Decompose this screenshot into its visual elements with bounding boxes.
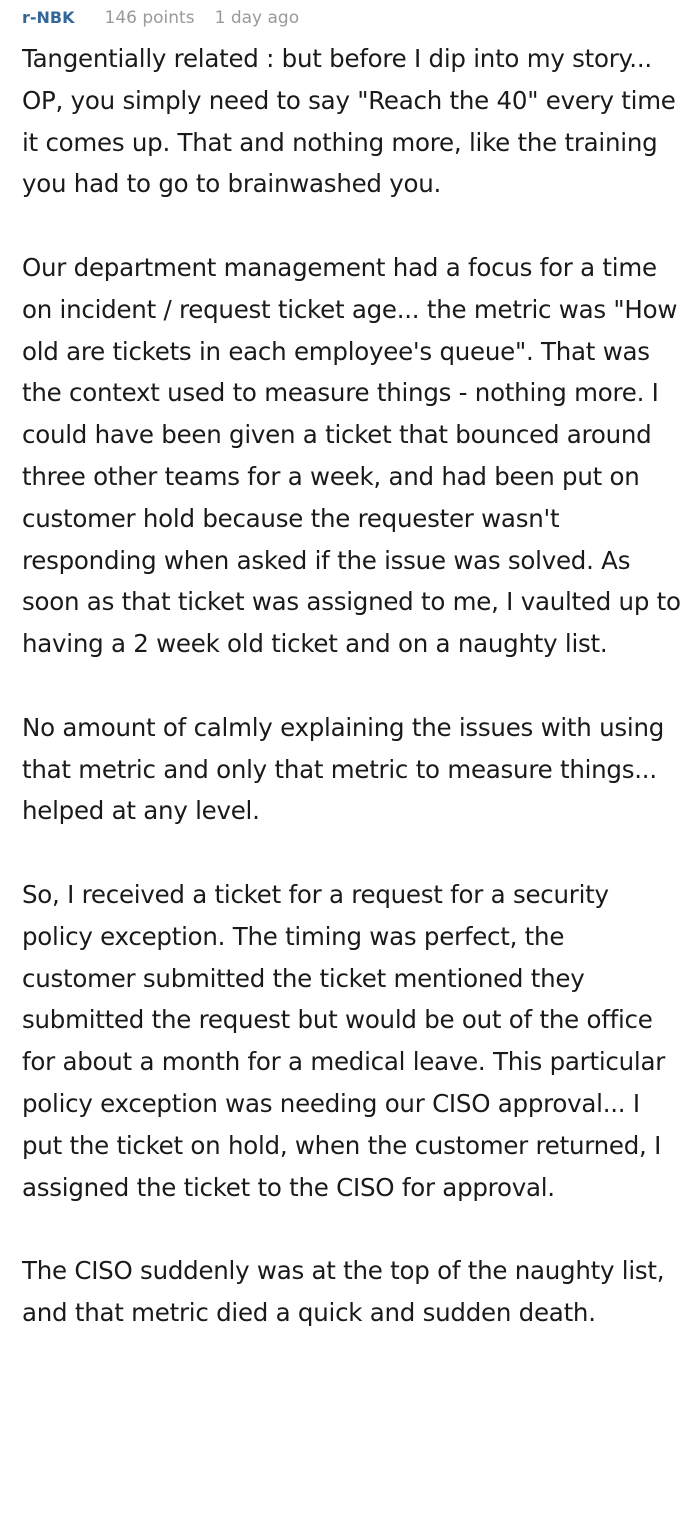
- comment-author[interactable]: r-NBK: [22, 8, 75, 27]
- comment-paragraph: Tangentially related : but before I dip into my story... OP, you simply need to say "Reach the 40" every time it comes up. That and nothing more, like the training you had to go to brainwashed you.: [22, 44, 676, 199]
- comment-body: [22, 38, 682, 1334]
- comment-paragraph: So, I received a ticket for a request for a security policy exception. The timing was perfect, the customer submitted the ticket mentioned they submitted the request but would be out of the office for about a month for a medical leave. This particular policy exception was needing our CISO approval... I put the ticket on hold, when the customer returned, I assigned the ticket to the CISO for approval.: [22, 879, 666, 1202]
- comment-paragraph: No amount of calmly explaining the issues with using that metric and only that metric to measure things... helped at any level.: [22, 712, 665, 826]
- comment-paragraph: The CISO suddenly was at the top of the naughty list, and that metric died a quick and sudden death.: [22, 1256, 665, 1327]
- comment: [22, 0, 682, 1334]
- comment-paragraph: Our department management had a focus for a time on incident / request ticket age... the metric was "How old are tickets in each employee's queue". That was the context used to measure things - nothing more. I could have been given a ticket that bounced around three other teams for a week, and had been put on customer hold because the requester wasn't responding when asked if the issue was solved. As soon as that ticket was assigned to me, I vaulted up to having a 2 week old ticket and on a naughty list.: [22, 252, 681, 659]
- comment-points: 146 points: [104, 8, 195, 28]
- comment-age: 1 day ago: [214, 8, 300, 28]
